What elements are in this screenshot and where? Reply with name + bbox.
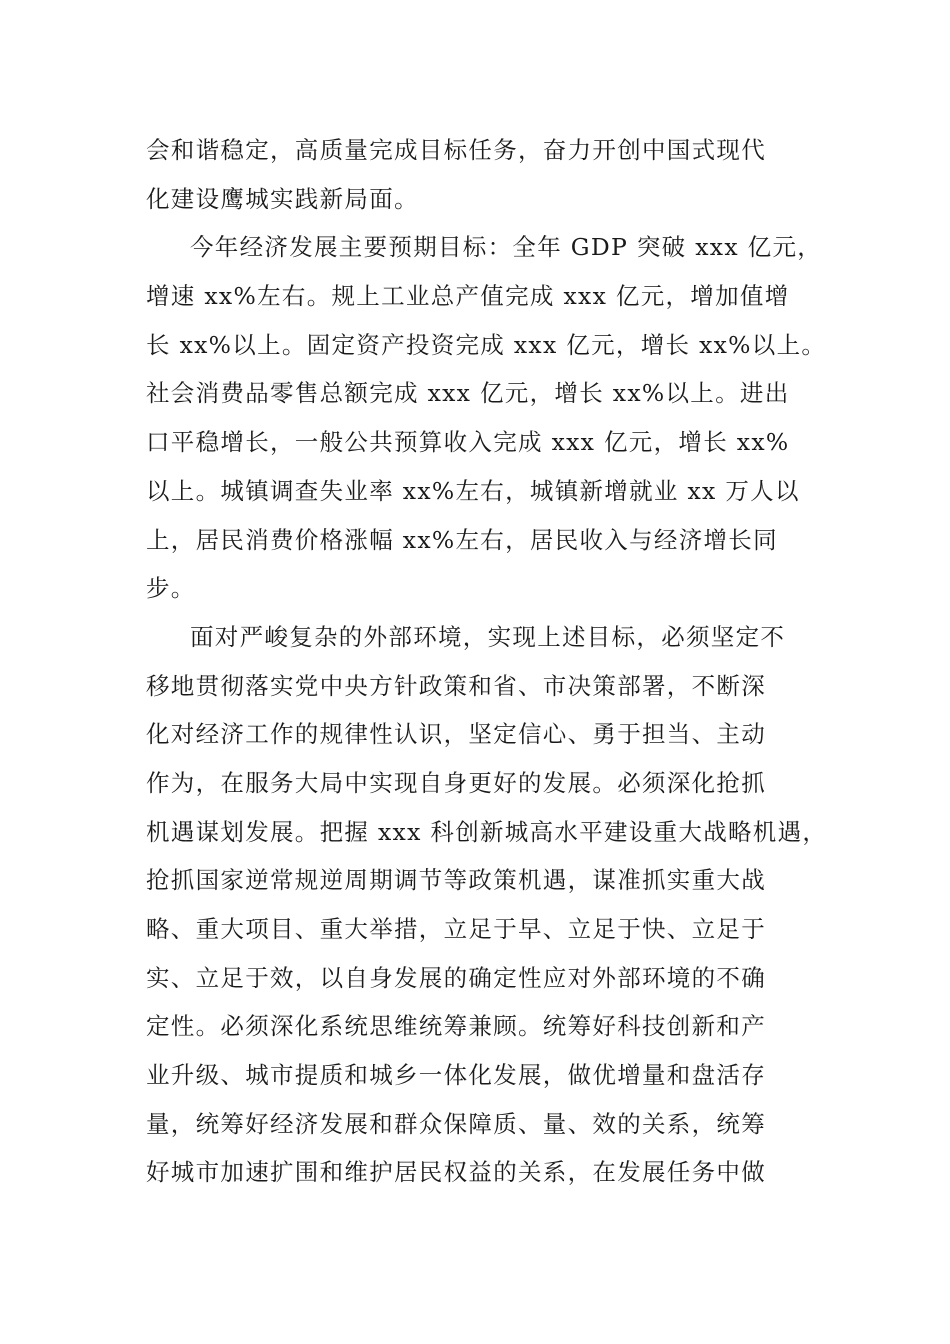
text-line: 业升级、城市提质和城乡一体化发展，做优增量和盘活存 xyxy=(146,1061,766,1090)
text-line: 社会消费品零售总额完成 xxx 亿元，增长 xx%以上。进出 xyxy=(146,379,790,408)
text-line: 增速 xx%左右。规上工业总产值完成 xxx 亿元，增加值增 xyxy=(146,282,790,311)
text-line: 好城市加速扩围和维护居民权益的关系，在发展任务中做 xyxy=(146,1158,766,1187)
body-text xyxy=(146,126,826,1197)
text-line: 化对经济工作的规律性认识，坚定信心、勇于担当、主动 xyxy=(146,720,766,749)
text-line: 会和谐稳定，高质量完成目标任务，奋力开创中国式现代 xyxy=(146,136,766,164)
text-line: 上，居民消费价格涨幅 xx%左右，居民收入与经济增长同 xyxy=(146,525,778,554)
text-line: 实、立足于效，以自身发展的确定性应对外部环境的不确 xyxy=(146,963,766,992)
text-line: 长 xx%以上。固定资产投资完成 xxx 亿元，增长 xx%以上。 xyxy=(146,330,827,359)
text-line: 移地贯彻落实党中央方针政策和省、市决策部署，不断深 xyxy=(146,671,766,700)
paragraph-start-line: 面对严峻复杂的外部环境，实现上述目标，必须坚定不 xyxy=(190,622,786,651)
text-line: 步。 xyxy=(146,574,196,603)
text-line: 口平稳增长，一般公共预算收入完成 xxx 亿元，增长 xx% xyxy=(146,428,790,457)
text-line: 化建设鹰城实践新局面。 xyxy=(146,184,419,213)
text-line: 定性。必须深化系统思维统筹兼顾。统筹好科技创新和产 xyxy=(146,1012,766,1041)
text-line: 以上。城镇调查失业率 xx%左右，城镇新增就业 xx 万人以 xyxy=(146,476,800,505)
text-line: 机遇谋划发展。把握 xxx 科创新城高水平建设重大战略机遇， xyxy=(146,817,828,846)
paragraph-start-line: 今年经济发展主要预期目标：全年 GDP 突破 xxx 亿元， xyxy=(190,233,823,262)
text-line: 量，统筹好经济发展和群众保障质、量、效的关系，统筹 xyxy=(146,1109,766,1138)
text-line: 抢抓国家逆常规逆周期调节等政策机遇，谋准抓实重大战 xyxy=(146,866,766,895)
text-line: 作为，在服务大局中实现自身更好的发展。必须深化抢抓 xyxy=(146,768,766,797)
text-line: 略、重大项目、重大举措，立足于早、立足于快、立足于 xyxy=(146,915,766,943)
